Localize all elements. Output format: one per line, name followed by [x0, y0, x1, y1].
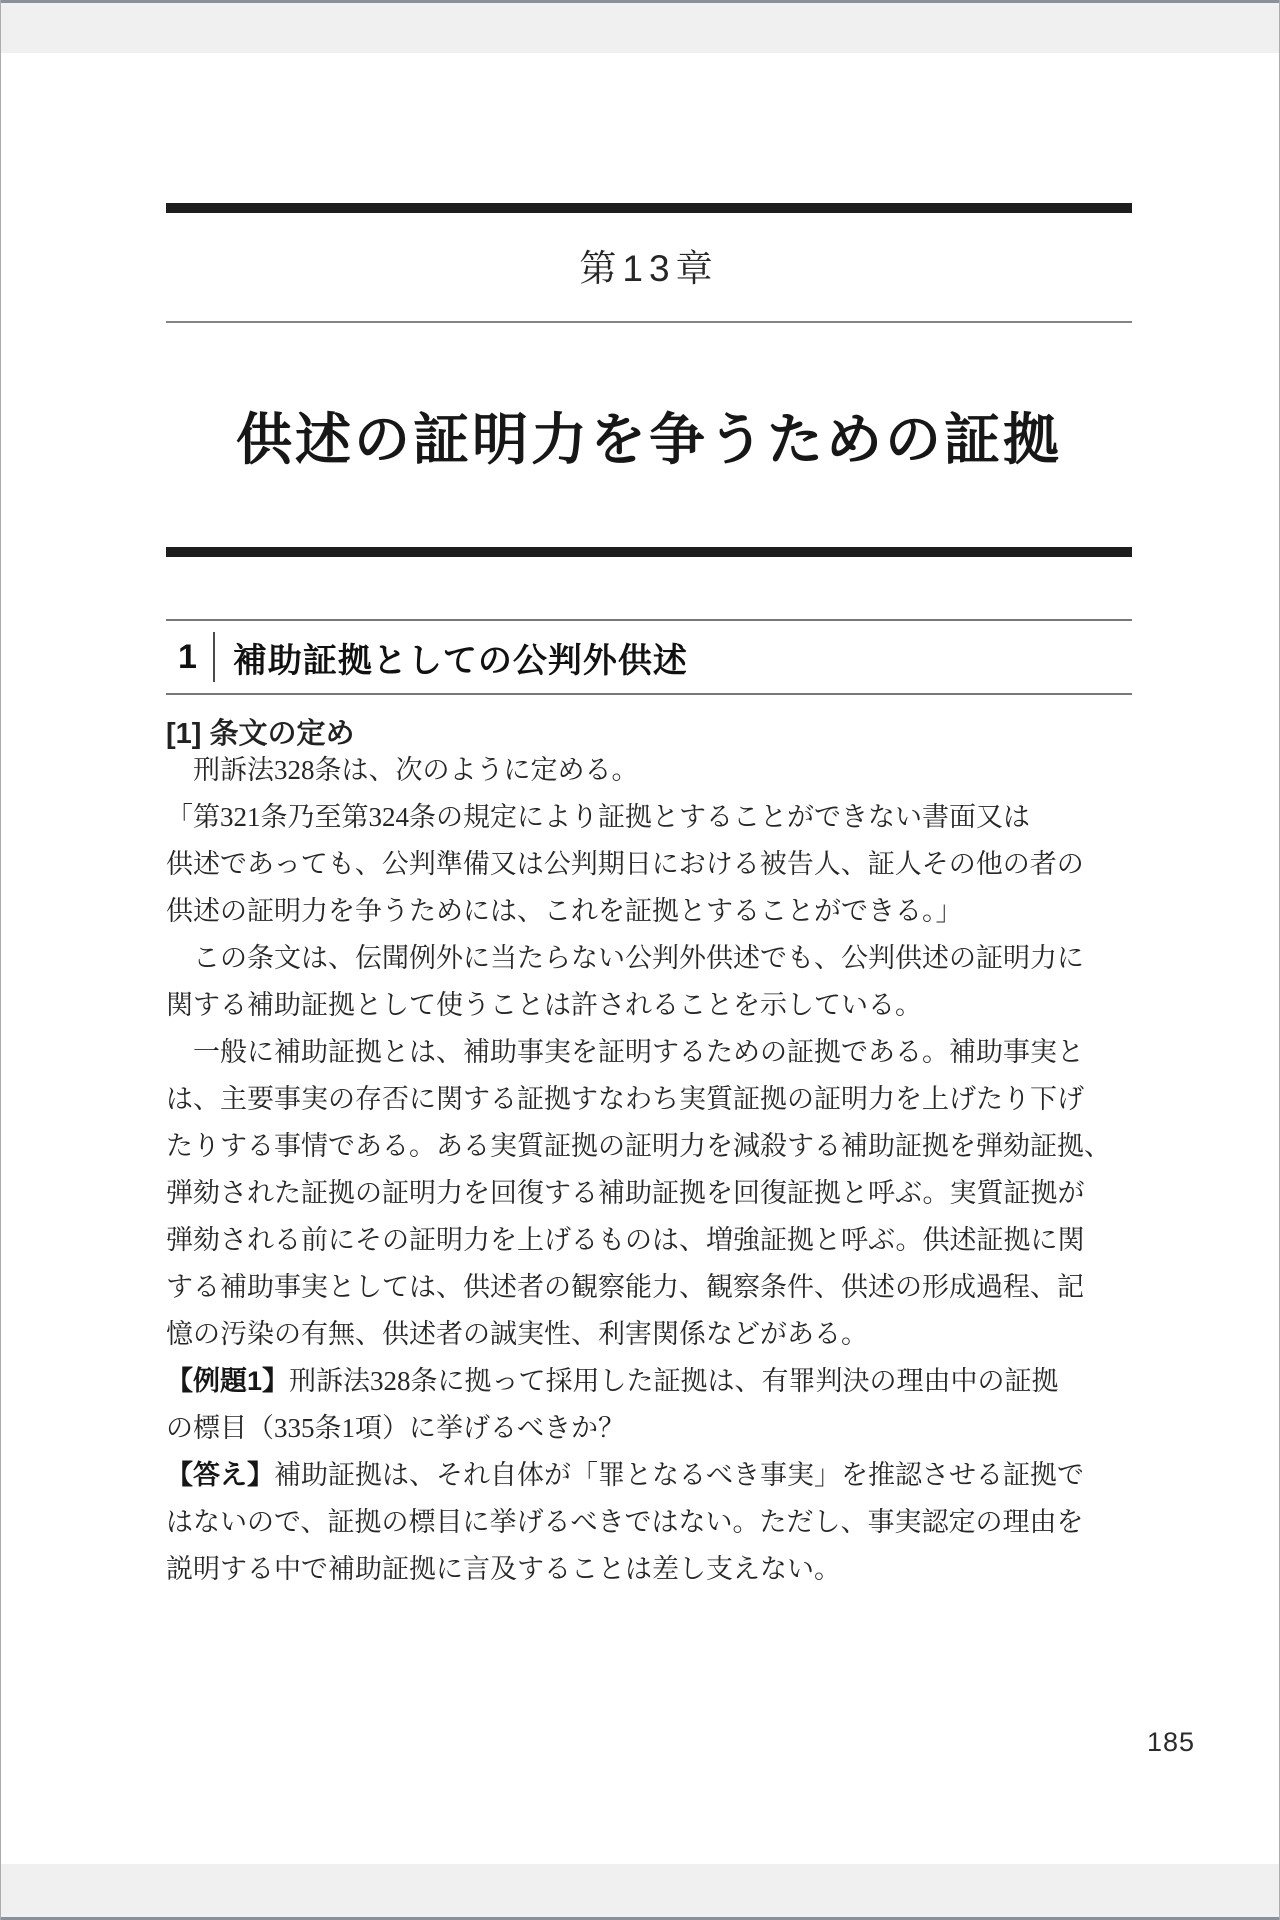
section-divider	[213, 632, 215, 682]
example-label: 【例題1】	[166, 1366, 290, 1396]
body-line: 弾劾された証拠の証明力を回復する補助証拠を回復証拠と呼ぶ。実質証拠が	[166, 1178, 1085, 1208]
chapter-thin-rule	[166, 321, 1132, 323]
page-number: 185	[1146, 1727, 1195, 1757]
section-title: 補助証拠としての公判外供述	[232, 641, 688, 680]
body-line: 一般に補助証拠とは、補助事実を証明するための証拠である。補助事実と	[166, 1037, 1084, 1067]
top-band	[1, 0, 1279, 53]
body-line: 弾劾される前にその証明力を上げるものは、増強証拠と呼ぶ。供述証拠に関	[166, 1225, 1085, 1255]
answer-label: 【答え】	[166, 1460, 274, 1490]
section-rule-below	[166, 693, 1132, 695]
body-line: 「第321条乃至第324条の規定により証拠とすることができない書面又は	[166, 802, 1030, 832]
chapter-number-label: 第13章	[579, 248, 719, 289]
section-heading	[166, 621, 1132, 693]
body-paragraphs	[166, 747, 1132, 1593]
subsection-heading: [1] 条文の定め	[166, 718, 355, 750]
body-line: 刑訴法328条は、次のように定める。	[166, 755, 639, 785]
body-line: はないので、証拠の標目に挙げるべきではない。ただし、事実認定の理由を	[166, 1507, 1084, 1537]
body-line-example: 【例題1】刑訴法328条に拠って採用した証拠は、有罪判決の理由中の証拠	[166, 1366, 1059, 1396]
body-line: 供述であっても、公判準備又は公判期日における被告人、証人その他の者の	[166, 849, 1084, 879]
body-line: の標目（335条1項）に挙げるべきか？	[166, 1413, 625, 1443]
bottom-band	[1, 1864, 1279, 1920]
chapter-rule-bottom	[166, 547, 1132, 557]
body-line: この条文は、伝聞例外に当たらない公判外供述でも、公判供述の証明力に	[166, 943, 1084, 973]
body-line: 関する補助証拠として使うことは許されることを示している。	[166, 990, 922, 1020]
body-line: 説明する中で補助証拠に言及することは差し支えない。	[166, 1554, 841, 1584]
body-line: は、主要事実の存否に関する証拠すなわち実質証拠の証明力を上げたり下げ	[166, 1084, 1084, 1114]
chapter-rule-top	[166, 203, 1132, 213]
body-line: 憶の汚染の有無、供述者の誠実性、利害関係などがある。	[166, 1319, 868, 1349]
body-line-answer: 【答え】補助証拠は、それ自体が「罪となるべき事実」を推認させる証拠で	[166, 1460, 1084, 1490]
section-number: 1	[178, 637, 197, 676]
body-line: 供述の証明力を争うためには、これを証拠とすることができる。」	[166, 896, 963, 926]
body-line: たりする事情である。ある実質証拠の証明力を減殺する補助証拠を弾劾証拠、	[166, 1131, 1111, 1161]
page-title: 供述の証明力を争うための証拠	[236, 408, 1062, 471]
body-line: する補助事実としては、供述者の観察能力、観察条件、供述の形成過程、記	[166, 1272, 1084, 1302]
